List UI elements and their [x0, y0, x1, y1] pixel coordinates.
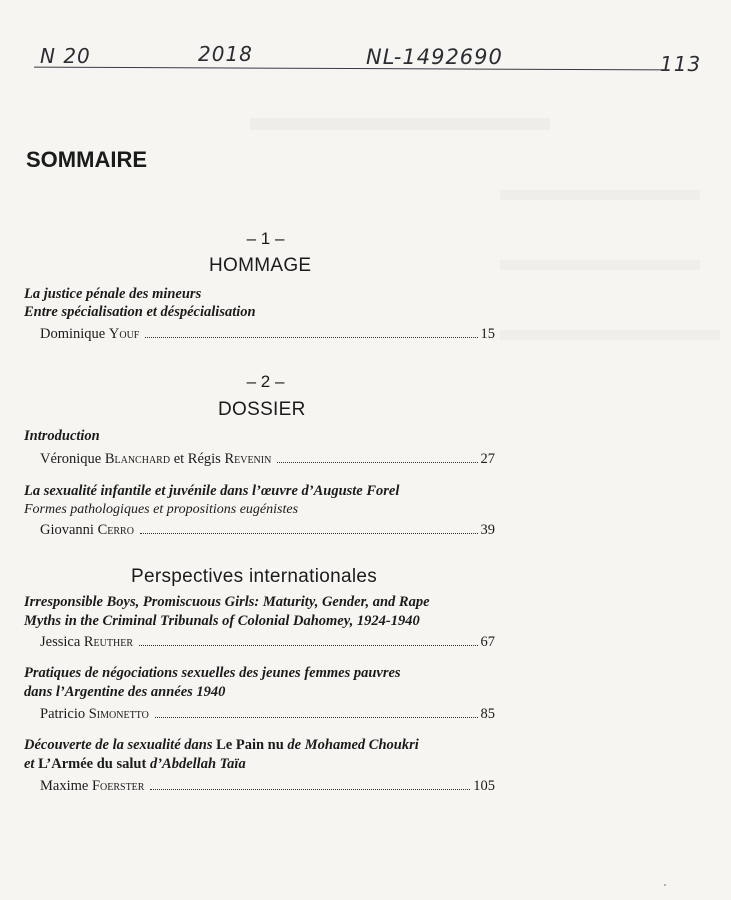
book-title: Le Pain nu	[216, 737, 284, 753]
handwritten-underline	[34, 67, 666, 71]
page-number: 15	[480, 326, 495, 342]
article-title: dans l’Argentine des années 1940	[24, 684, 226, 700]
leader-dots	[277, 462, 477, 463]
handwritten-reference: NL-1492690	[366, 45, 503, 69]
author-name: Maxime Foerster	[40, 778, 145, 794]
leader-dots	[145, 337, 477, 338]
article-title: Pratiques de négociations sexuelles des jeunes femmes pauvres	[24, 665, 401, 681]
leader-dots	[139, 645, 477, 646]
article-title: La justice pénale des mineurs	[24, 286, 202, 302]
article-title: La sexualité infantile et juvénile dans l’œuvre d’Auguste Forel	[24, 483, 400, 499]
toc-entry	[40, 326, 495, 343]
handwritten-issue-number: N 20	[40, 44, 91, 68]
article-title: Irresponsible Boys, Promiscuous Girls: Maturity, Gender, and Rape	[24, 594, 430, 610]
section-heading: HOMMAGE	[209, 255, 312, 276]
article-title: Entre spécialisation et déspécialisation	[24, 304, 256, 320]
show-through-text	[500, 260, 700, 270]
author-name: Dominique Youf	[40, 326, 140, 342]
author-name: Jessica Reuther	[40, 634, 134, 650]
article-subtitle: Formes pathologiques et propositions eugénistes	[24, 502, 299, 517]
page-number: 105	[473, 778, 495, 794]
leader-dots	[140, 533, 478, 534]
toc-entry	[40, 451, 495, 468]
paper-speck	[664, 884, 666, 886]
page-number: 85	[480, 706, 495, 722]
show-through-text	[500, 190, 700, 200]
author-name: Giovanni Cerro	[40, 522, 134, 538]
article-title: Introduction	[24, 428, 100, 444]
toc-entry	[40, 778, 495, 795]
author-name: Patricio Simonetto	[40, 706, 149, 722]
author-name: Véronique Blanchard et Régis Revenin	[40, 451, 272, 467]
page-number: 67	[480, 634, 495, 650]
article-title: et L’Armée du salut d’Abdellah Taïa	[24, 756, 246, 772]
page-title: SOMMAIRE	[26, 147, 147, 172]
leader-dots	[150, 789, 470, 790]
show-through-text	[250, 118, 550, 130]
page-number: 27	[480, 451, 495, 467]
section-number: – 1 –	[246, 229, 285, 248]
leader-dots	[155, 717, 478, 718]
page-number: 39	[480, 522, 495, 538]
handwritten-year: 2018	[198, 42, 253, 66]
book-title: L’Armée du salut	[38, 756, 147, 772]
article-title: Découverte de la sexualité dans Le Pain nu de Mohamed Choukri	[24, 737, 419, 753]
handwritten-folio: 113	[660, 52, 702, 76]
section-heading: DOSSIER	[218, 399, 306, 420]
toc-entry	[40, 522, 495, 539]
show-through-text	[500, 330, 720, 340]
toc-entry	[40, 634, 495, 651]
section-number: – 2 –	[246, 372, 285, 391]
toc-entry	[40, 706, 495, 723]
article-title: Myths in the Criminal Tribunals of Colonial Dahomey, 1924-1940	[24, 613, 420, 629]
section-heading: Perspectives internationales	[131, 566, 378, 587]
